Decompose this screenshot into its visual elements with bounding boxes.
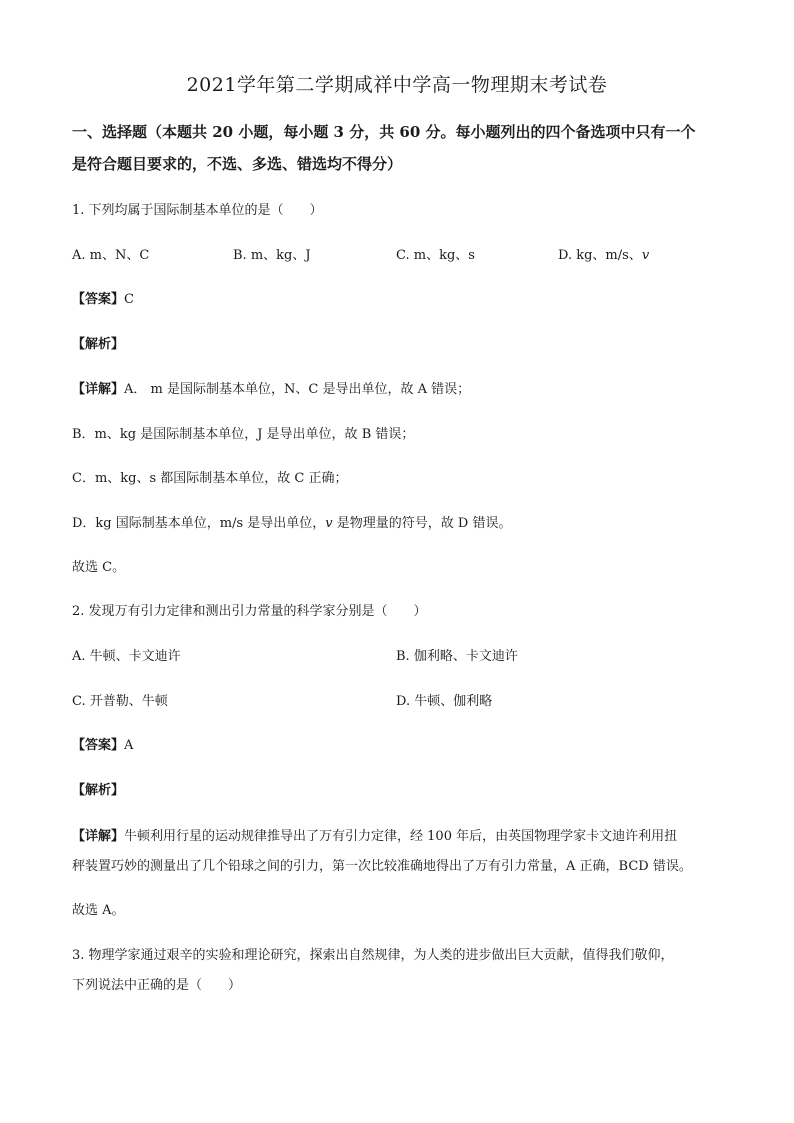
detail-tag: 【详解】 (72, 382, 125, 397)
q3-stem-line-1: 3. 物理学家通过艰辛的实验和理论研究，探索出自然规律，为人类的进步做出巨大贡献，值得我们敬仰， (72, 948, 674, 963)
q1-option-d-text: D. kg、m/s、 (558, 248, 642, 263)
q2-analysis-tag: 【解析】 (72, 783, 125, 798)
q1-detail-d-variable: v (325, 516, 333, 531)
q2-answer (72, 734, 133, 753)
q1-detail-d-post: 是物理量的符号，故 D 错误。 (332, 516, 512, 531)
q2-option-c: C. 开普勒、牛顿 (72, 694, 168, 709)
q1-detail-c: C．m、kg、s 都国际制基本单位，故 C 正确； (72, 471, 348, 486)
answer-tag: 【答案】 (72, 738, 125, 753)
section-heading-line-2: 是符合题目要求的，不选、多选、错选均不得分） (72, 155, 403, 173)
q2-detail-line-1 (72, 825, 677, 844)
q2-detail-line-2: 秤装置巧妙的测量出了几个铅球之间的引力，第一次比较准确地得出了万有引力常量，A 正确，BCD 错误。 (72, 859, 692, 874)
q3-stem-line-2: 下列说法中正确的是（ ） (72, 978, 242, 993)
q1-option-a: A. m、N、C (72, 248, 150, 263)
q2-conclusion: 故选 A。 (72, 903, 125, 918)
q1-option-d (558, 244, 649, 263)
q1-stem: 1. 下列均属于国际制基本单位的是（ ） (72, 203, 323, 218)
q1-detail-b: B．m、kg 是国际制基本单位，J 是导出单位，故 B 错误； (72, 427, 415, 442)
q1-analysis-tag: 【解析】 (72, 337, 125, 352)
q1-option-b: B. m、kg、J (233, 248, 311, 263)
q1-option-c: C. m、kg、s (396, 248, 475, 263)
q1-answer-value: C (124, 292, 134, 307)
answer-tag: 【答案】 (72, 292, 125, 307)
q2-option-b: B. 伽利略、卡文迪许 (396, 649, 518, 664)
q2-option-a: A. 牛顿、卡文迪许 (72, 649, 181, 664)
q2-option-d: D. 牛顿、伽利略 (396, 694, 493, 709)
q1-conclusion: 故选 C。 (72, 560, 126, 575)
q1-detail-d (72, 512, 511, 531)
q1-detail-d-pre: D．kg 国际制基本单位，m/s 是导出单位， (72, 516, 326, 531)
q1-detail-a (72, 378, 470, 397)
q2-answer-value: A (124, 738, 134, 753)
q2-detail-line-1-text: 牛顿利用行星的运动规律推导出了万有引力定律，经 100 年后，由英国物理学家卡文迪许利用扭 (124, 829, 678, 844)
section-heading-line-1: 一、选择题（本题共 20 小题，每小题 3 分，共 60 分。每小题列出的四个备选项中只有一个 (72, 123, 696, 141)
q1-answer (72, 288, 134, 307)
q2-stem: 2. 发现万有引力定律和测出引力常量的科学家分别是（ ） (72, 604, 427, 619)
q1-option-d-variable: v (641, 248, 650, 263)
page-title: 2021学年第二学期咸祥中学高一物理期末考试卷 (186, 74, 608, 96)
q1-detail-a-text: A． m 是国际制基本单位，N、C 是导出单位，故 A 错误； (124, 382, 471, 397)
detail-tag: 【详解】 (72, 829, 125, 844)
